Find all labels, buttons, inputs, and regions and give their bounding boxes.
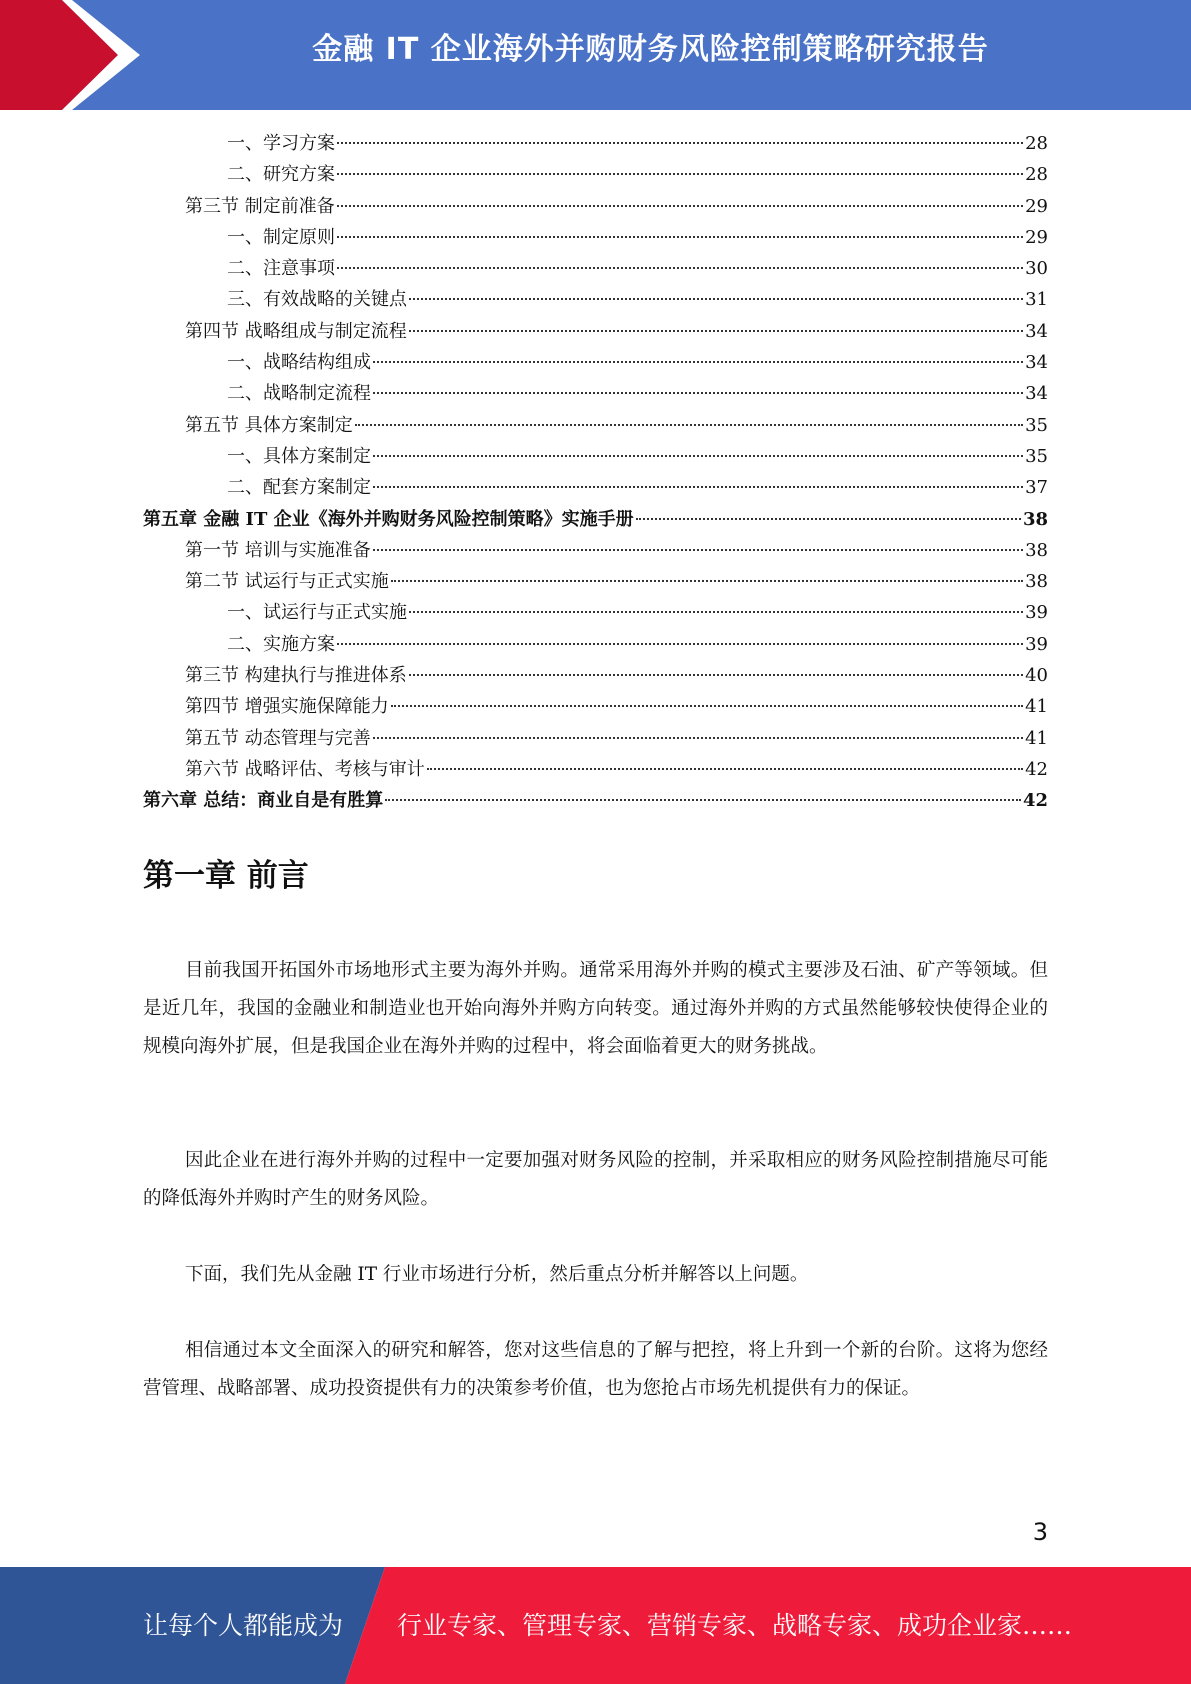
- paragraph-3: 下面，我们先从金融 IT 行业市场进行分析，然后重点分析并解答以上问题。: [185, 1264, 809, 1285]
- toc-entry[interactable]: [143, 629, 1048, 660]
- toc-entry[interactable]: [143, 159, 1048, 190]
- toc-entry-title: 第三节 构建执行与推进体系: [185, 665, 407, 687]
- toc-entry[interactable]: [143, 754, 1048, 785]
- toc-entry[interactable]: [143, 253, 1048, 284]
- toc-entry-page: 39: [1025, 633, 1048, 655]
- toc-entry[interactable]: [143, 504, 1048, 535]
- toc-dot-leader: [337, 173, 1023, 175]
- toc-entry[interactable]: [143, 472, 1048, 503]
- toc-entry[interactable]: [143, 284, 1048, 315]
- toc-entry[interactable]: [143, 691, 1048, 722]
- toc-entry-title: 二、注意事项: [227, 258, 335, 280]
- toc-entry-title: 一、学习方案: [227, 133, 335, 154]
- toc-entry-title: 一、战略结构组成: [227, 352, 371, 374]
- toc-entry-page: 41: [1025, 696, 1048, 718]
- toc-entry-title: 第五节 动态管理与完善: [185, 727, 371, 749]
- toc-entry-title: 第六章 总结：商业自是有胜算: [143, 790, 384, 812]
- toc-entry-page: 40: [1025, 665, 1048, 687]
- toc-entry-page: 39: [1025, 602, 1048, 624]
- toc-dot-leader: [636, 518, 1021, 520]
- red-arrow-decoration: [0, 0, 160, 110]
- toc-entry[interactable]: [143, 597, 1048, 628]
- toc-dot-leader: [337, 142, 1023, 144]
- toc-entry-title: 二、战略制定流程: [227, 383, 371, 405]
- toc-dot-leader: [391, 580, 1023, 582]
- toc-entry-title: 第三节 制定前准备: [185, 195, 335, 217]
- toc-dot-leader: [373, 486, 1023, 488]
- toc-entry-title: 第四节 战略组成与制定流程: [185, 320, 407, 342]
- toc-entry-page: 30: [1025, 258, 1048, 280]
- toc-entry[interactable]: [143, 723, 1048, 754]
- toc-entry-title: 一、制定原则: [227, 226, 335, 248]
- toc-entry-title: 第一节 培训与实施准备: [185, 539, 371, 561]
- toc-entry-title: 一、具体方案制定: [227, 445, 371, 467]
- toc-entry-page: 29: [1025, 226, 1048, 248]
- toc-entry-page: 28: [1025, 133, 1048, 154]
- toc-entry[interactable]: [143, 347, 1048, 378]
- footer-slogan-right: 行业专家、管理专家、营销专家、战略专家、成功企业家……: [397, 1611, 1073, 1640]
- toc-dot-leader: [427, 768, 1023, 770]
- toc-dot-leader: [373, 455, 1023, 457]
- toc-entry-page: 31: [1025, 289, 1048, 311]
- toc-dot-leader: [337, 267, 1023, 269]
- paragraph-4: 相信通过本文全面深入的研究和解答，您对这些信息的了解与把控，将上升到一个新的台阶。这将为您经营管理、战略部署、成功投资提供有力的决策参考价值，也为您抢占市场先机提供有力的保证。: [143, 1340, 1048, 1399]
- toc-entry-page: 34: [1025, 352, 1048, 374]
- toc-entry-page: 29: [1025, 195, 1048, 217]
- toc-entry-title: 二、配套方案制定: [227, 477, 371, 499]
- toc-dot-leader: [337, 643, 1023, 645]
- toc-dot-leader: [373, 549, 1023, 551]
- toc-entry-page: 42: [1022, 790, 1048, 812]
- chapter-heading: 第一章 前言: [143, 858, 309, 894]
- toc-entry-page: 37: [1025, 477, 1048, 499]
- footer-slogan-left: 让每个人都能成为: [143, 1611, 344, 1640]
- toc-entry-title: 三、有效战略的关键点: [227, 289, 407, 311]
- toc-dot-leader: [391, 705, 1023, 707]
- toc-dot-leader: [337, 236, 1023, 238]
- page-number: 3: [1032, 1518, 1048, 1546]
- toc-entry-page: 35: [1025, 445, 1048, 467]
- toc-entry[interactable]: [143, 378, 1048, 409]
- toc-entry-title: 二、研究方案: [227, 164, 335, 186]
- toc-dot-leader: [373, 361, 1023, 363]
- toc-entry-title: 第四节 增强实施保障能力: [185, 696, 389, 718]
- toc-entry-page: 38: [1025, 539, 1048, 561]
- table-of-contents: [143, 128, 1048, 817]
- toc-dot-leader: [337, 205, 1023, 207]
- toc-entry[interactable]: [143, 785, 1048, 816]
- toc-entry-page: 34: [1025, 320, 1048, 342]
- toc-entry[interactable]: [143, 316, 1048, 347]
- toc-entry-title: 第五章 金融 IT 企业《海外并购财务风险控制策略》实施手册: [143, 508, 634, 530]
- toc-entry-page: 41: [1025, 727, 1048, 749]
- toc-entry-title: 二、实施方案: [227, 633, 335, 655]
- toc-entry[interactable]: [143, 660, 1048, 691]
- toc-entry-page: 34: [1025, 383, 1048, 405]
- toc-dot-leader: [373, 392, 1023, 394]
- toc-entry-title: 第二节 试运行与正式实施: [185, 571, 389, 593]
- toc-entry-page: 38: [1025, 571, 1048, 593]
- toc-entry-title: 一、试运行与正式实施: [227, 602, 407, 624]
- toc-entry[interactable]: [143, 191, 1048, 222]
- paragraph-2: 因此企业在进行海外并购的过程中一定要加强对财务风险的控制，并采取相应的财务风险控制措施尽可能的降低海外并购时产生的财务风险。: [143, 1150, 1048, 1209]
- toc-entry[interactable]: [143, 410, 1048, 441]
- toc-entry-page: 42: [1025, 758, 1048, 780]
- toc-entry[interactable]: [143, 222, 1048, 253]
- toc-dot-leader: [355, 424, 1023, 426]
- toc-dot-leader: [373, 737, 1023, 739]
- toc-entry[interactable]: [143, 441, 1048, 472]
- page-header: [0, 0, 1191, 110]
- paragraph-1: 目前我国开拓国外市场地形式主要为海外并购。通常采用海外并购的模式主要涉及石油、矿产等领域。但是近几年，我国的金融业和制造业也开始向海外并购方向转变。通过海外并购的方式虽然能够较快使得企业的规模向海外扩展，但是我国企业在海外并购的过程中，将会面临着更大的财务挑战。: [143, 960, 1048, 1057]
- toc-entry[interactable]: [143, 128, 1048, 159]
- page-footer: [0, 1567, 1191, 1684]
- toc-entry-page: 28: [1025, 164, 1048, 186]
- toc-dot-leader: [409, 298, 1023, 300]
- toc-entry[interactable]: [143, 535, 1048, 566]
- report-title: 金融 IT 企业海外并购财务风险控制策略研究报告: [312, 32, 989, 67]
- toc-entry-page: 35: [1025, 414, 1048, 436]
- toc-entry-title: 第六节 战略评估、考核与审计: [185, 758, 425, 780]
- toc-entry[interactable]: [143, 566, 1048, 597]
- toc-dot-leader: [385, 799, 1021, 801]
- toc-dot-leader: [409, 674, 1023, 676]
- toc-entry-title: 第五节 具体方案制定: [185, 414, 353, 436]
- toc-dot-leader: [409, 611, 1023, 613]
- toc-entry-page: 38: [1022, 508, 1048, 530]
- toc-dot-leader: [409, 330, 1023, 332]
